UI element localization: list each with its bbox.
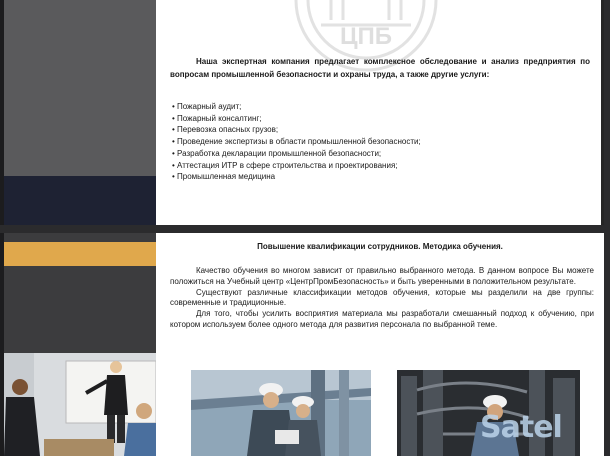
list-item: • Разработка декларации промышленной безопасности; (172, 148, 421, 160)
intro-paragraph: Наша экспертная компания предлагает комплексное обследование и анализ предприятия по вопросам промышленной безопасности и охраны труда, а также другие услуги: (170, 57, 590, 79)
page1-content (156, 0, 604, 225)
page-right-border (601, 0, 604, 225)
section-body (170, 266, 594, 331)
brand-watermark: Satel (480, 410, 562, 445)
sidebar-gold-band (4, 242, 156, 266)
list-item: • Пожарный аудит; (172, 101, 421, 113)
list-item: • Проведение экспертизы в области промышленной безопасности; (172, 136, 421, 148)
list-item: • Аттестация ИТР в сфере строительства и проектирования; (172, 160, 421, 172)
services-list (172, 101, 421, 183)
list-item: • Промышленная медицина (172, 171, 421, 183)
sidebar-navy-band (4, 176, 156, 225)
section-title: Повышение квалификации сотрудников. Методика обучения. (257, 242, 503, 251)
paragraph: Для того, чтобы усилить восприятия материала мы разработали смешанный подход к обучению, при котором используем более одного метода для развития персонала по выбранной теме. (170, 309, 594, 329)
logo-text: ЦПБ (339, 23, 393, 50)
paragraph: Качество обучения во многом зависит от правильно выбранного метода. В данном вопросе Вы можете положиться на Учебный центр «ЦентрПромБезопасность» и быть уверенными в положительном результате. (170, 266, 594, 286)
page-gap (0, 225, 610, 233)
page2-sidebar (4, 233, 156, 456)
list-item: • Перевозка опасных грузов; (172, 124, 421, 136)
training-class-photo (4, 353, 156, 456)
list-item: • Пожарный консалтинг; (172, 113, 421, 125)
page1-sidebar (4, 0, 156, 225)
engineers-photo (191, 370, 371, 456)
paragraph: Существуют различные классификации методов обучения, которые мы разделили на две группы: современные и традиционные. (170, 287, 594, 308)
